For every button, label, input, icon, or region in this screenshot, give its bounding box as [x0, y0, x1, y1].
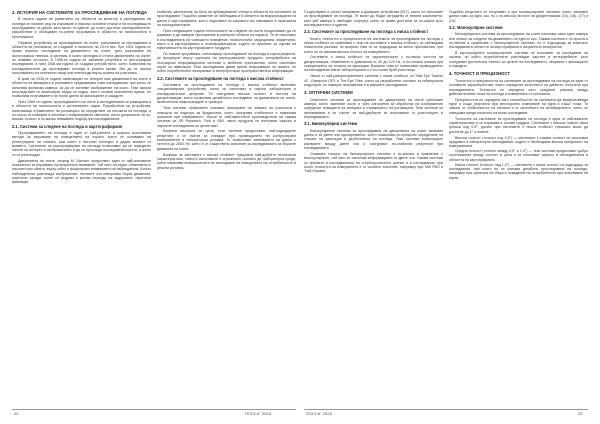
section-heading: 4. ТОЧНОСТ И ПРЕЦИЗНОСТ: [449, 71, 511, 77]
section-heading: 3. ОПТИЧНИ СИСТЕМИ: [304, 90, 353, 96]
right-page-column-1: [304, 10, 443, 410]
left-page-column-2: [157, 10, 296, 410]
paragraph: Проследяването на погледа е един от най-ранните и широко използвани методи за изучаване на поведението на хората, които се основават на регистриране на точката, към която е насочен погледът в даден момент от времето. Системите за картографиране на погледа позволяват да се определят зоните на интерес в изображението и да се проследи последователността, в която те се разглеждат.: [12, 131, 151, 157]
subsection-heading: 2.2. Системите за проследяване на погледа с висока стойност: [157, 75, 284, 81]
paragraph: Прецизността се определя като способността на системата да възпроизвежда едни и същи резултати при многократно измерване на една и съща точка. Тя зависи от стабилността на сигнала и от качеството на калибрирането, което се извършва преди началото на всяко изследване.: [449, 97, 588, 115]
paragraph: Някои от най-разпространените системи с ниска стойност са Tobii Eye Tracker 4C, Gazepoint GP3 и The Eye Tribe, които са разработени основно за геймърската индустрия, но намират приложение и в научните изследвания.: [304, 74, 443, 88]
paragraph: Когато точността и прецизността на системите за проследяване на погледа с ниска стойност се сравняват с тези на системите с висока стойност, се наблюдава значителна разлика, но въпреки това те са подходящи за много приложения, при които не се изисква висока точност на измерването.: [304, 36, 443, 54]
journal-issue-left: ГЕЗ 5-6 ’ 2024: [245, 411, 271, 416]
paragraph: Средна точност (точност между 0,5° и 1,0°) — тези системи предоставят добро съотношение между точност и цена и се използват широко в изследванията в областта на картографията.: [449, 149, 588, 162]
paragraph: Очаквата точност на бинокулярните системи е по-висока в сравнение с монокулярните, тъй като се използва информацията от двете очи. Такива системи се прилагат в изследванията на стереоскопичното зрение и в изследвания, при които точността на измерването е от особено значение, например при SMI RED и Tobii Glasses.: [304, 151, 443, 174]
paragraph: Висока точност (точност под 0,5°) — системите с такава точност се използват предимно в лабораторни изследвания, където е необходима висока прецизност на измерванията.: [449, 135, 588, 149]
paragraph: Системите с ниска стойност се характеризират с по-ниска честота на дискретизация, обикновено в диапазона от 30 до 120 Hz, и по-голяма грешка при определянето на точката на фиксация. Въпреки това те позволяват провеждането на изследвания извън лабораторията и с по-голям брой участници.: [304, 55, 443, 73]
paragraph: Бинокулярните системи за проследяване на движенията на очите записват данни и за двете очи едновременно, което позволява по-прецизно определяне на точката на фиксация и дълбочината на погледа. Тези системи компенсират разликите между двете очи и осигуряват по-стабилни резултати при изследванията.: [304, 128, 443, 151]
paragraph: Съществуват и ръчно направени и домашни устройства (DIY), които се използват за проследяване на погледа. Те могат да бъдат изградени от евтини компоненти, като уеб камери и свободен софтуер, което ги прави достъпни за по-широк кръг изследователи и студенти.: [304, 10, 443, 28]
paragraph: Движенията на очите, според М. Шилинг, представят един от най-значимите показатели за изучаване на визуалното внимание, тъй като погледът обикновено е насочен към обекта, върху който е фокусирано вниманието на наблюдателя. Когато наблюдателят разглежда изображение, неговите очи извършват бързи движения, наречени сакади, които се редуват с кратки периоди на задържане, наречени фиксации.: [12, 158, 151, 185]
subsection-heading: 2.3. Системите за проследяване на погледа с ниска стойност: [304, 29, 429, 35]
paragraph: Системите за проследяване на погледа с висока стойност включват специализирани устройства, които се използват в научни лаборатории и изследователски центрове. Те осигуряват висока точност и честота на дискретизация, което позволява детайлното изследване на движенията на очите, включително микросакадите и тремора.: [157, 83, 296, 105]
paragraph: Тези системи обикновено изискват фиксиране на главата на участника с помощта на подпора за брадичката, което осигурява стабилност и намалява грешките при измерването. Някои от най-известните производители на такива системи са SR Research, Tobii и SMI, чиито продукти се използват широко в научните изследвания по целия свят.: [157, 106, 296, 128]
paragraph: Оптичните системи за проследяване на движенията на очите използват камери, които заснемат окото и чрез алгоритми за обработка на изображения определят позицията на зеницата и отражението на роговицата. Тези системи са неинвазивни и се считат за най-удобните за използване от участниците в изследванията.: [304, 97, 443, 120]
subsection-heading: 3.2. Монокулярни системи: [449, 25, 503, 31]
paragraph: Ниска точност (точност над 1,0°) — системите с ниска точност са подходящи за изследвания, при които не се изисква детайлно проследяване на погледа, например при оценката на общото поведение на потребителите при използване на карти.: [449, 162, 588, 180]
section-heading: 2. ИСТОРИЯ НА СИСТЕМИТЕ ЗА ПРОСЛЕДЯВАНЕ НА ПОГЛЕДА: [12, 10, 148, 15]
page-number-right: 23: [578, 411, 583, 416]
footer-rule-left: [12, 409, 296, 410]
right-page-column-2: [449, 10, 588, 410]
paragraph: Въпреки високата си цена, тези системи предоставят най-надеждните резултати и се считат за стандарт при провеждането на контролирани експерименти в лабораторни условия. Те позволяват записването на данни с честота до 2000 Hz, което е от съществено значение за изследванията на бързите движения на очите.: [157, 129, 296, 151]
page-number-left: 22: [14, 411, 19, 416]
paragraph: стабилно увеличение на броя на публикуваните статии в областта на системите за проследяване. Подобно развитие се наблюдава и в областта на визуализацията на данни и картографията, което подпомага по-широкото им навлизане в практиката на изследователите.: [157, 10, 296, 28]
paragraph: През следващите години технологиите за следене на очите продължават да се развиват и да намират приложение в различни области на науката. Те се използват в изследванията на човешкото поведение, психологията, медицината, маркетинга, както и в картографията и геоинформатиката, където се прилагат за оценка на ефективността на картографските продукти.: [157, 28, 296, 51]
paragraph: В очната година на развитието на областта за монитор и изследвания на погледа се налагат ред на изучаване в няколко основни стъпки и на последващото проследяване на данни, като много от идеите, до които достигат изследователите, разработват и обобщават по-ранни проучвания в областта на психологията и ергономията.: [12, 17, 151, 39]
paragraph: По-новите проучвания, използващи проследяване на погледа в картографията, се фокусират върху оценката на картографските продукти, интерфейсите на географски информационни системи и мобилни приложения, които използват карти за навигация. Тези изследвания дават ценна информация за начина, по който потребителите възприемат и интерпретират пространствената информация.: [157, 52, 296, 74]
paragraph: Монокулярната система за проследяване на очите използва само едно камера или сензор за следене на движението на едното око. Такава система е по-проста и по-евтина в сравнение с бинокулярните системи, но е подходяща за повечето изследвания в областта на картографията и визуалното възприятие.: [449, 32, 588, 50]
right-page: [304, 10, 588, 410]
paragraph: Точността и прецизността на системите за проследяване на погледа са едни от основните характеристики, които определят качеството на данните, получени при изследванията. Точността се определя като средната разлика между действителната точка на погледа и измерената от системата.: [449, 78, 588, 96]
journal-issue-right: ГЕЗ 5-6 ’ 2024: [306, 411, 332, 416]
paragraph: Въпреки че системите с висока стойност предлагат най-добрите технически характеристики, тяхното използване е ограничено основно до лабораторна среда, което намалява възможностите за изследване на поведението на потребителите в реални условия.: [157, 152, 296, 170]
subsection-heading: 3.1. Бинокулярни системи: [304, 121, 358, 127]
paragraph: Точността на системите за проследяване на погледа е една от най-важните характеристики и се изразява в ъглови градуси. Системите с висока точност имат грешка под 0,5°, докато при системите с ниска стойност грешката може да достигне до 1° и повече.: [449, 116, 588, 134]
paragraph: В края на 1940-те години изменящият се интерес към движенията на очите в областта на авиацията и рекламата предизвикват нови изследвания, при които се използва филмова камера, за да се заснеме изображение на окото. Тези записи впоследствие се анализират кадър по кадър, което отнема значително време, но позволява получаването на точни данни за фиксациите и сакадите.: [12, 76, 151, 99]
footer-rule-right: [304, 409, 588, 410]
paragraph: Подобни резултати се получават и при монокулярните системи, които записват данни само за едно око, но с по-висока честота на дискретизация (15), (16), (17) и (24).: [449, 10, 588, 23]
paragraph: Първите устройства за проследяване на очите, използвани за изследвания в областта на рекламата, се създават в началото на 20-ти век. При 1901 година се прави първото изследване на движението на очите, чрез използване на фотографска техника, а система, в която изследва и отчита движенията на очите, се появява по-късно. В 1906-та година се заснемат резултати от фотографски изследвания, а през 1908-ма година се създава устройството, което позволява на изследователите да проследяват погледа в реално време, без да се налага използването на контактни лещи или електроди върху кожата на участника.: [12, 40, 151, 76]
subsection-heading: 2.1. Системи за следене на погледа и картографиране: [12, 123, 123, 129]
paragraph: В картографията монокулярните системи се използват за изследване на начина, по който потребителите разглеждат картите и интерфейсите, като осигуряват достатъчна точност за целите на изследването, свързани с фиксациите и сакадите.: [449, 51, 588, 69]
left-page-column-1: [12, 10, 151, 410]
paragraph: През 1960-те години, проследяването на очите в изследванията се разширява и в областта на психологията и когнитивните науки. Разработени са устройства, използващи отражението на роговицата за определяне на посоката на погледа, а по-късно се появяват и системи с инфрачервена светлина, които допринасят за по-висока точност и по-малко инвазивен подход при изследванията.: [12, 100, 151, 122]
left-page: [12, 10, 296, 410]
